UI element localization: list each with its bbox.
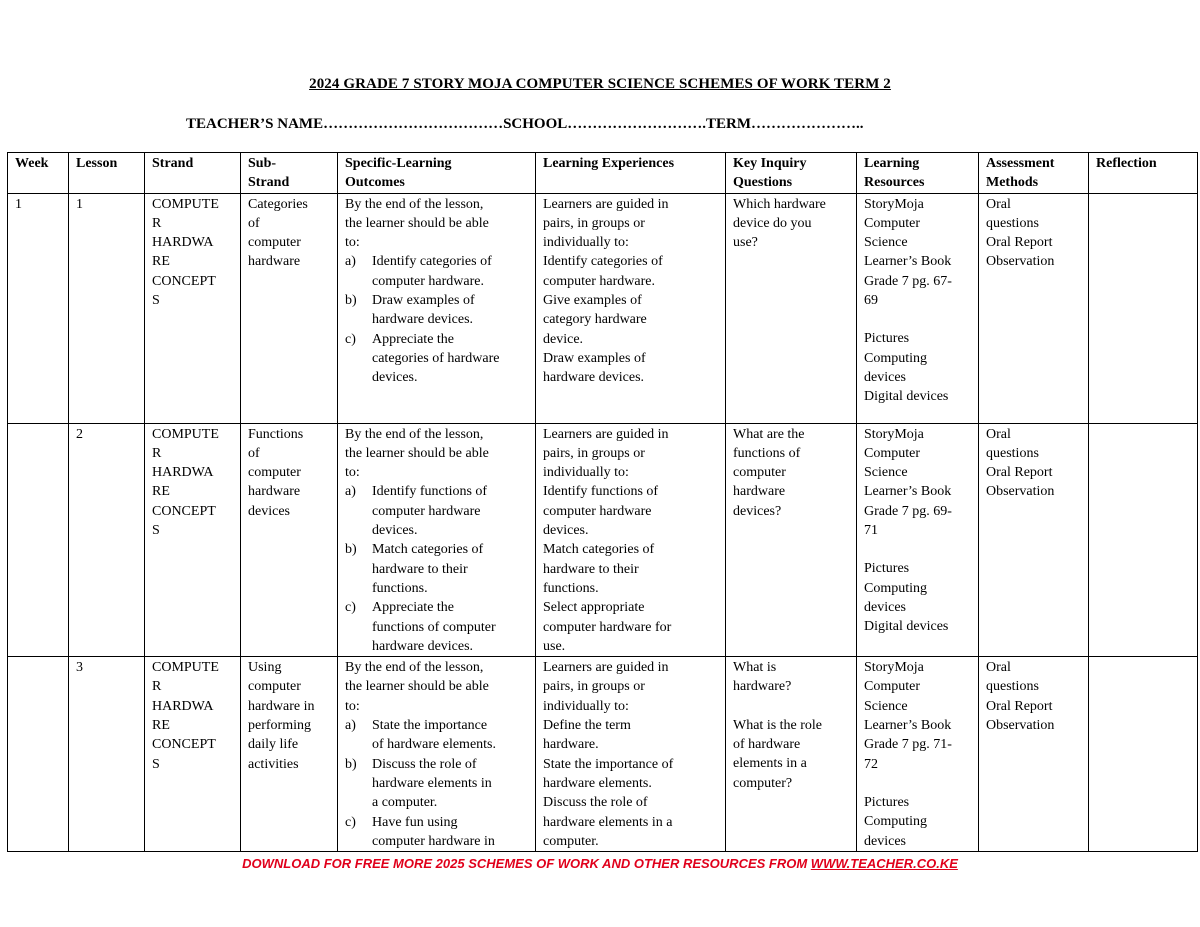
text-line: Match categories of xyxy=(543,542,655,558)
text-line: Grade 7 pg. 71- xyxy=(864,737,952,753)
outcome-item xyxy=(345,291,528,330)
text-line: use. xyxy=(543,638,566,654)
text-line: Observation xyxy=(986,718,1055,734)
cell-assessment xyxy=(979,423,1089,657)
schemes-of-work-table xyxy=(7,152,1198,852)
text-line: the learner should be able xyxy=(345,215,489,231)
cell-outcomes xyxy=(338,193,536,423)
text-line: State the importance of xyxy=(543,756,674,772)
text-line: category hardware xyxy=(543,312,647,328)
outcomes-list xyxy=(345,482,528,656)
text-line: Pictures xyxy=(864,794,910,810)
text-line: hardware xyxy=(248,484,301,500)
text-line: devices xyxy=(864,369,906,385)
text-line: HARDWA xyxy=(152,698,214,714)
outcome-item xyxy=(345,482,528,540)
outcomes-intro xyxy=(345,658,528,716)
text-line: Outcomes xyxy=(345,175,405,191)
text-line: StoryMoja xyxy=(864,196,924,212)
text-line: Grade 7 pg. 69- xyxy=(864,503,952,519)
cell-week xyxy=(8,657,69,852)
text-line: Categories xyxy=(248,196,308,212)
cell-reflection xyxy=(1089,657,1198,852)
text-line: computer xyxy=(248,679,301,695)
outcome-text: computer hardware xyxy=(372,503,481,519)
text-line: devices xyxy=(864,833,906,849)
text-line: StoryMoja xyxy=(864,426,924,442)
outcome-marker: c) xyxy=(345,814,356,830)
text-line: Key Inquiry xyxy=(733,156,807,171)
text-line: computer? xyxy=(733,775,793,791)
outcome-text: functions of computer xyxy=(372,619,496,635)
text-line: Oral xyxy=(986,426,1011,442)
outcome-text: Match categories of xyxy=(372,542,484,558)
header-resources xyxy=(857,153,979,194)
cell-strand xyxy=(145,423,241,657)
text-line: R xyxy=(152,445,162,461)
text-line: elements in a xyxy=(733,756,807,772)
text-line: computer hardware for xyxy=(543,619,672,635)
outcome-marker: c) xyxy=(345,331,356,347)
header-reflection: Reflection xyxy=(1089,153,1198,194)
teacher-info-line: TEACHER’S NAME………………………………SCHOOL……………………….TERM………………….. xyxy=(186,116,864,132)
text-line: CONCEPT xyxy=(152,737,216,753)
text-line: Oral xyxy=(986,196,1011,212)
text-line: individually to: xyxy=(543,465,629,481)
cell-resources xyxy=(857,657,979,852)
text-line: Oral Report xyxy=(986,465,1053,481)
resources-extra xyxy=(864,793,971,851)
text-line: Oral xyxy=(986,660,1011,676)
outcome-marker: a) xyxy=(345,484,356,500)
text-line: Learners are guided in xyxy=(543,196,669,212)
resources-book xyxy=(864,658,971,774)
text-line: Questions xyxy=(733,175,793,191)
header-week: Week xyxy=(8,153,69,194)
text-line: Computer xyxy=(864,679,920,695)
text-line: Digital devices xyxy=(864,619,949,635)
cell-substrand xyxy=(241,193,338,423)
text-line: Resources xyxy=(864,175,925,191)
text-line: hardware in xyxy=(248,698,315,714)
text-line: Learner’s Book xyxy=(864,254,952,270)
resources-extra xyxy=(864,559,971,636)
cell-week xyxy=(8,423,69,657)
outcome-item xyxy=(345,598,528,656)
resources-book xyxy=(864,425,971,541)
cell-strand xyxy=(145,657,241,852)
text-line: Learning xyxy=(864,156,920,171)
outcome-text: State the importance xyxy=(372,718,488,734)
text-line: COMPUTE xyxy=(152,426,219,442)
text-line: RE xyxy=(152,254,170,270)
outcome-item xyxy=(345,813,528,852)
text-line: S xyxy=(152,523,160,539)
cell-inquiry xyxy=(726,423,857,657)
text-line: Give examples of xyxy=(543,293,642,309)
text-line: R xyxy=(152,679,162,695)
cell-assessment xyxy=(979,657,1089,852)
outcome-text: Appreciate the xyxy=(372,600,455,616)
text-line: Oral Report xyxy=(986,235,1053,251)
outcome-text: hardware to their xyxy=(372,561,468,577)
outcome-text: Discuss the role of xyxy=(372,756,477,772)
text-line: computer. xyxy=(543,833,599,849)
text-line: hardware? xyxy=(733,679,792,695)
outcome-text: Have fun using xyxy=(372,814,458,830)
outcome-marker: b) xyxy=(345,293,357,309)
outcome-text: computer hardware in xyxy=(372,833,495,849)
outcome-item xyxy=(345,755,528,813)
text-line: individually to: xyxy=(543,235,629,251)
text-line: pairs, in groups or xyxy=(543,215,645,231)
cell-week: 1 xyxy=(8,193,69,423)
text-line: Computer xyxy=(864,215,920,231)
cell-reflection xyxy=(1089,423,1198,657)
text-line: Science xyxy=(864,465,908,481)
outcome-item xyxy=(345,540,528,598)
text-line: Grade 7 pg. 67- xyxy=(864,273,952,289)
text-line: By the end of the lesson, xyxy=(345,196,484,212)
outcome-item xyxy=(345,252,528,291)
cell-lesson: 3 xyxy=(69,657,145,852)
outcome-marker: a) xyxy=(345,254,356,270)
text-line: Methods xyxy=(986,175,1039,191)
cell-inquiry xyxy=(726,657,857,852)
text-line: Assessment xyxy=(986,156,1055,171)
text-line: Discuss the role of xyxy=(543,795,648,811)
text-line: StoryMoja xyxy=(864,660,924,676)
text-line: hardware to their xyxy=(543,561,639,577)
outcome-item xyxy=(345,716,528,755)
text-line: functions of xyxy=(733,445,801,461)
text-line: Functions xyxy=(248,426,304,442)
table-row xyxy=(8,193,1198,423)
text-line: RE xyxy=(152,484,170,500)
outcome-text: Draw examples of xyxy=(372,293,475,309)
text-line: use? xyxy=(733,235,758,251)
text-line: Science xyxy=(864,235,908,251)
text-line: to: xyxy=(345,698,360,714)
text-line: Which hardware xyxy=(733,196,826,212)
text-line: Learners are guided in xyxy=(543,426,669,442)
text-line: COMPUTE xyxy=(152,660,219,676)
text-line: performing xyxy=(248,718,311,734)
cell-lesson: 2 xyxy=(69,423,145,657)
footer-text: DOWNLOAD FOR FREE MORE 2025 SCHEMES OF WORK AND OTHER RESOURCES FROM xyxy=(242,856,811,871)
cell-reflection xyxy=(1089,193,1198,423)
text-line: S xyxy=(152,756,160,772)
text-line: Identify categories of xyxy=(543,254,663,270)
resources-extra xyxy=(864,329,971,406)
cell-experiences xyxy=(536,423,726,657)
outcome-text: Identify categories of xyxy=(372,254,492,270)
text-line: Define the term xyxy=(543,718,631,734)
text-line: devices? xyxy=(733,503,782,519)
text-line: Learners are guided in xyxy=(543,660,669,676)
text-line: Pictures xyxy=(864,331,910,347)
text-line: to: xyxy=(345,465,360,481)
text-line: hardware xyxy=(733,484,786,500)
text-line: Digital devices xyxy=(864,389,949,405)
outcomes-list xyxy=(345,716,528,851)
text-line: computer hardware. xyxy=(543,273,655,289)
text-line: pairs, in groups or xyxy=(543,679,645,695)
text-line: the learner should be able xyxy=(345,679,489,695)
outcome-text: hardware devices. xyxy=(372,638,474,654)
outcome-text: hardware elements in xyxy=(372,775,492,791)
outcome-text: functions. xyxy=(372,580,428,596)
text-line: questions xyxy=(986,445,1039,461)
outcomes-list xyxy=(345,252,528,387)
outcome-item xyxy=(345,330,528,388)
text-line: Computing xyxy=(864,580,928,596)
text-line: R xyxy=(152,215,162,231)
text-line: the learner should be able xyxy=(345,445,489,461)
header-assessment xyxy=(979,153,1089,194)
text-line: Identify functions of xyxy=(543,484,659,500)
outcome-text: categories of hardware xyxy=(372,350,500,366)
text-line: RE xyxy=(152,718,170,734)
outcomes-intro xyxy=(345,195,528,253)
resources-book xyxy=(864,195,971,311)
text-line: 69 xyxy=(864,293,878,309)
text-line: What are the xyxy=(733,426,805,442)
text-line: device. xyxy=(543,331,584,347)
text-line: hardware. xyxy=(543,737,599,753)
cell-substrand xyxy=(241,423,338,657)
outcome-text: devices. xyxy=(372,370,418,386)
document-title: 2024 GRADE 7 STORY MOJA COMPUTER SCIENCE SCHEMES OF WORK TERM 2 xyxy=(309,76,891,92)
text-line: Science xyxy=(864,698,908,714)
outcome-text: Identify functions of xyxy=(372,484,488,500)
text-line: questions xyxy=(986,215,1039,231)
text-line: activities xyxy=(248,756,299,772)
table-row xyxy=(8,657,1198,852)
text-line: Computing xyxy=(864,814,928,830)
table-header-row xyxy=(8,153,1198,194)
text-line: Oral Report xyxy=(986,698,1053,714)
cell-assessment xyxy=(979,193,1089,423)
header-outcomes xyxy=(338,153,536,194)
text-line: HARDWA xyxy=(152,465,214,481)
cell-resources xyxy=(857,423,979,657)
download-footer xyxy=(0,856,1200,871)
cell-resources xyxy=(857,193,979,423)
text-line: computer hardware xyxy=(543,503,652,519)
cell-inquiry xyxy=(726,193,857,423)
cell-experiences xyxy=(536,657,726,852)
cell-substrand xyxy=(241,657,338,852)
text-line: computer xyxy=(248,235,301,251)
text-line: Observation xyxy=(986,254,1055,270)
header-inquiry xyxy=(726,153,857,194)
text-line: hardware xyxy=(248,254,301,270)
cell-lesson: 1 xyxy=(69,193,145,423)
text-line: COMPUTE xyxy=(152,196,219,212)
text-line: What is the role xyxy=(733,717,823,733)
text-line: CONCEPT xyxy=(152,503,216,519)
outcome-text: hardware devices. xyxy=(372,312,474,328)
cell-strand xyxy=(145,193,241,423)
text-line: 72 xyxy=(864,756,878,772)
text-line: Draw examples of xyxy=(543,350,646,366)
text-line: of xyxy=(248,445,260,461)
text-line: Select appropriate xyxy=(543,600,645,616)
outcome-marker: b) xyxy=(345,756,357,772)
text-line: 71 xyxy=(864,523,878,539)
text-line: of hardware xyxy=(733,737,801,753)
text-line: devices xyxy=(248,503,290,519)
header-substrand xyxy=(241,153,338,194)
text-line: By the end of the lesson, xyxy=(345,426,484,442)
outcome-text: of hardware elements. xyxy=(372,737,496,753)
text-line: Learner’s Book xyxy=(864,484,952,500)
footer-link[interactable]: WWW.TEACHER.CO.KE xyxy=(810,856,958,871)
header-lesson: Lesson xyxy=(69,153,145,194)
text-line: Computing xyxy=(864,350,928,366)
text-line: device do you xyxy=(733,215,812,231)
outcome-text: computer hardware. xyxy=(372,273,484,289)
text-line: questions xyxy=(986,679,1039,695)
inquiry-question xyxy=(733,716,849,793)
text-line: hardware devices. xyxy=(543,370,645,386)
text-line: What is xyxy=(733,660,777,676)
outcome-marker: a) xyxy=(345,718,356,734)
inquiry-question xyxy=(733,658,849,697)
text-line: daily life xyxy=(248,737,299,753)
text-line: Pictures xyxy=(864,561,910,577)
text-line: Specific-Learning xyxy=(345,156,452,171)
text-line: hardware elements in a xyxy=(543,814,673,830)
text-line: computer xyxy=(733,465,786,481)
text-line: devices xyxy=(864,599,906,615)
cell-outcomes xyxy=(338,657,536,852)
text-line: pairs, in groups or xyxy=(543,445,645,461)
outcome-marker: b) xyxy=(345,542,357,558)
text-line: Observation xyxy=(986,484,1055,500)
text-line: of xyxy=(248,215,260,231)
outcome-marker: c) xyxy=(345,600,356,616)
text-line: functions. xyxy=(543,580,599,596)
text-line: CONCEPT xyxy=(152,273,216,289)
cell-experiences xyxy=(536,193,726,423)
text-line: hardware elements. xyxy=(543,775,652,791)
text-line: HARDWA xyxy=(152,235,214,251)
cell-outcomes xyxy=(338,423,536,657)
text-line: to: xyxy=(345,235,360,251)
outcome-text: a computer. xyxy=(372,795,438,811)
text-line: Using xyxy=(248,660,282,676)
text-line: Learner’s Book xyxy=(864,718,952,734)
text-line: Computer xyxy=(864,445,920,461)
outcomes-intro xyxy=(345,425,528,483)
text-line: computer xyxy=(248,465,301,481)
text-line: Strand xyxy=(248,175,290,191)
header-experiences: Learning Experiences xyxy=(536,153,726,194)
text-line: S xyxy=(152,293,160,309)
text-line: Sub- xyxy=(248,156,277,171)
text-line: devices. xyxy=(543,523,589,539)
text-line: individually to: xyxy=(543,698,629,714)
text-line: By the end of the lesson, xyxy=(345,660,484,676)
outcome-text: Appreciate the xyxy=(372,331,455,347)
header-strand: Strand xyxy=(145,153,241,194)
table-row xyxy=(8,423,1198,657)
outcome-text: devices. xyxy=(372,523,418,539)
